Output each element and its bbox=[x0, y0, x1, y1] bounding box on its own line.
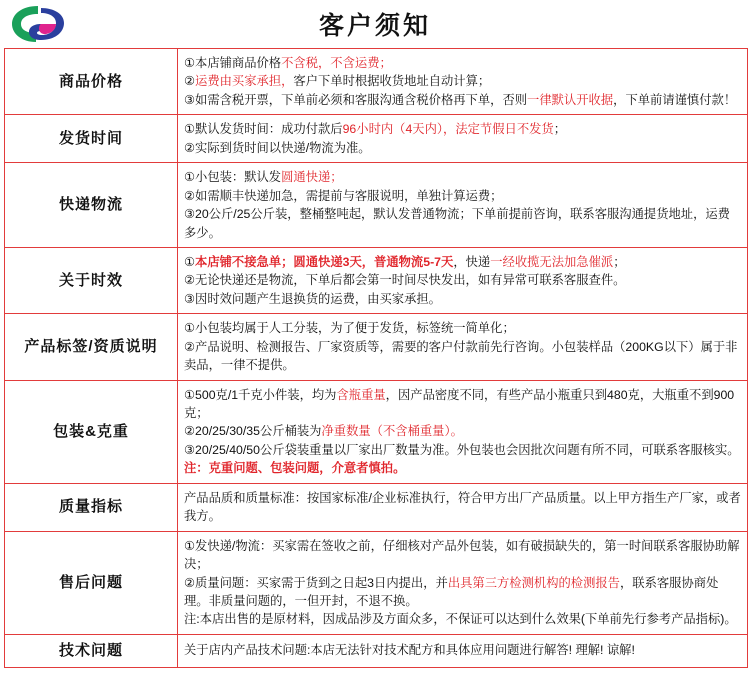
content-text: 含瓶重量 bbox=[336, 387, 386, 402]
page-header bbox=[0, 0, 750, 48]
content-text: 一经收揽无法加急催派 bbox=[490, 254, 614, 269]
content-text: ①小包装均属于人工分装，为了便于发货，标签统一简单化； bbox=[184, 321, 515, 336]
content-text: ①小包装：默认发 bbox=[184, 170, 282, 185]
content-text: ① bbox=[184, 254, 196, 269]
row-label: 售后问题 bbox=[5, 531, 178, 634]
content-text: ②实际到货时间以快递/物流为准。 bbox=[184, 140, 371, 155]
content-line bbox=[184, 574, 741, 611]
row-label: 快递物流 bbox=[5, 163, 178, 248]
content-text: 圆通快递； bbox=[281, 170, 343, 185]
row-label: 产品标签/资质说明 bbox=[5, 314, 178, 380]
content-text: ③如需含税开票，下单前必须和客服沟通含税价格再下单，否则 bbox=[184, 92, 528, 107]
content-text: 一律默认开收据 bbox=[527, 92, 614, 107]
content-text: ①500克/1千克小件装，均为 bbox=[184, 387, 337, 402]
content-text: ② bbox=[184, 74, 196, 89]
content-line bbox=[184, 72, 741, 90]
content-line bbox=[184, 187, 741, 205]
content-text: ，因产品密度不同，有些产品小瓶重只到480克，大瓶重不到900克； bbox=[184, 387, 735, 420]
row-content bbox=[178, 314, 748, 380]
row-label: 发货时间 bbox=[5, 115, 178, 163]
content-text: 本店铺不接急单； bbox=[195, 254, 294, 269]
table-row bbox=[5, 314, 748, 380]
table-row bbox=[5, 49, 748, 115]
content-line bbox=[184, 271, 741, 289]
content-text: 圆通快递3天，普通物流5-7天 bbox=[293, 254, 454, 269]
row-label: 包装&克重 bbox=[5, 380, 178, 483]
row-content bbox=[178, 634, 748, 667]
content-text: ①本店铺商品价格 bbox=[184, 56, 282, 70]
row-content bbox=[178, 163, 748, 248]
table-row bbox=[5, 483, 748, 531]
page-title: 客户须知 bbox=[318, 12, 431, 40]
notice-table-body bbox=[5, 49, 748, 668]
content-line bbox=[184, 253, 741, 271]
table-row bbox=[5, 163, 748, 248]
content-text: 出具第三方检测机构的检测报告 bbox=[447, 575, 620, 590]
content-line bbox=[184, 641, 741, 659]
row-content bbox=[178, 247, 748, 313]
content-line bbox=[184, 386, 741, 423]
content-text: ②产品说明、检测报告、厂家资质等，需要的客户付款前先行咨询。小包装样品（200KG以下）属于非卖品，一律不提供。 bbox=[184, 339, 738, 373]
row-content bbox=[178, 49, 748, 115]
row-content bbox=[178, 531, 748, 634]
content-text: 客户下单时根据收货地址自动计算； bbox=[293, 74, 491, 89]
content-text: 运费由买家承担， bbox=[195, 74, 294, 89]
row-content bbox=[178, 115, 748, 163]
content-line bbox=[184, 422, 741, 440]
content-text: ，联系客服协商处理。非质量问题的，一但开封，不退不换。 bbox=[184, 575, 719, 608]
content-line bbox=[184, 610, 741, 628]
content-text: ； bbox=[553, 122, 567, 137]
table-row bbox=[5, 247, 748, 313]
content-text: ②质量问题：买家需于货到之日起3日内提出，并 bbox=[184, 575, 448, 590]
content-text: ②20/25/30/35公斤桶装为 bbox=[184, 424, 322, 439]
content-text: 净重数量（不含桶重量）。 bbox=[321, 424, 463, 439]
row-label: 商品价格 bbox=[5, 49, 178, 115]
row-content bbox=[178, 380, 748, 483]
content-text: 克重问题、包装问题，介意者慎拍。 bbox=[208, 461, 406, 476]
brand-logo-icon bbox=[8, 2, 70, 46]
content-text: ，下单前请谨慎付款！ bbox=[613, 92, 737, 107]
content-text: ②无论快递还是物流，下单后都会第一时间尽快发出，如有异常可联系客服查件。 bbox=[184, 273, 626, 288]
content-text: ③因时效问题产生退换货的运费，由买家承担。 bbox=[184, 291, 441, 306]
content-line bbox=[184, 319, 741, 337]
table-row bbox=[5, 380, 748, 483]
content-line bbox=[184, 54, 741, 72]
content-line bbox=[184, 205, 741, 242]
content-line bbox=[184, 489, 741, 526]
content-text: 注:本店出售的是原材料，因成品涉及方面众多，不保证可以达到什么效果(下单前先行参考产品指标)。 bbox=[184, 612, 737, 627]
content-line bbox=[184, 537, 741, 574]
table-row bbox=[5, 531, 748, 634]
content-line bbox=[184, 459, 741, 477]
row-label: 技术问题 bbox=[5, 634, 178, 667]
content-text: ③20/25/40/50公斤袋装重量以厂家出厂数量为准。外包装也会因批次问题有所不同，可联系客服核实。 bbox=[184, 442, 740, 457]
row-label: 关于时效 bbox=[5, 247, 178, 313]
content-text: ，快递 bbox=[453, 254, 491, 269]
notice-table bbox=[4, 48, 748, 668]
content-text: 产品品质和质量标准：按国家标准/企业标准执行，符合甲方出厂产品质量。以上甲方指生产厂家，或者我方。 bbox=[184, 490, 741, 524]
row-label: 质量指标 bbox=[5, 483, 178, 531]
content-text: ； bbox=[613, 254, 626, 269]
table-row bbox=[5, 634, 748, 667]
table-row bbox=[5, 115, 748, 163]
content-text: ①默认发货时间：成功付款后 bbox=[184, 122, 343, 137]
content-text: ③20公斤/25公斤装，整桶整吨起，默认发普通物流；下单前提前咨询，联系客服沟通提货地址，运费多少。 bbox=[184, 207, 730, 240]
content-line bbox=[184, 91, 741, 109]
content-text: 不含税，不含运费； bbox=[281, 56, 392, 70]
content-text: ②如需顺丰快递加急，需提前与客服说明，单独计算运费； bbox=[184, 188, 503, 203]
content-line bbox=[184, 338, 741, 375]
content-text: 注： bbox=[184, 461, 209, 476]
content-line bbox=[184, 441, 741, 459]
content-line bbox=[184, 168, 741, 186]
row-content bbox=[178, 483, 748, 531]
content-line bbox=[184, 290, 741, 308]
content-text: 关于店内产品技术问题:本店无法针对技术配方和具体应用问题进行解答! 理解! 谅解! bbox=[184, 643, 635, 658]
content-text: 96小时内（4天内），法定节假日不发货 bbox=[342, 122, 554, 137]
content-line bbox=[184, 120, 741, 138]
content-line bbox=[184, 139, 741, 157]
content-text: ①发快递/物流：买家需在签收之前，仔细核对产品外包装，如有破损缺失的，第一时间联系客服协助解决； bbox=[184, 538, 740, 572]
